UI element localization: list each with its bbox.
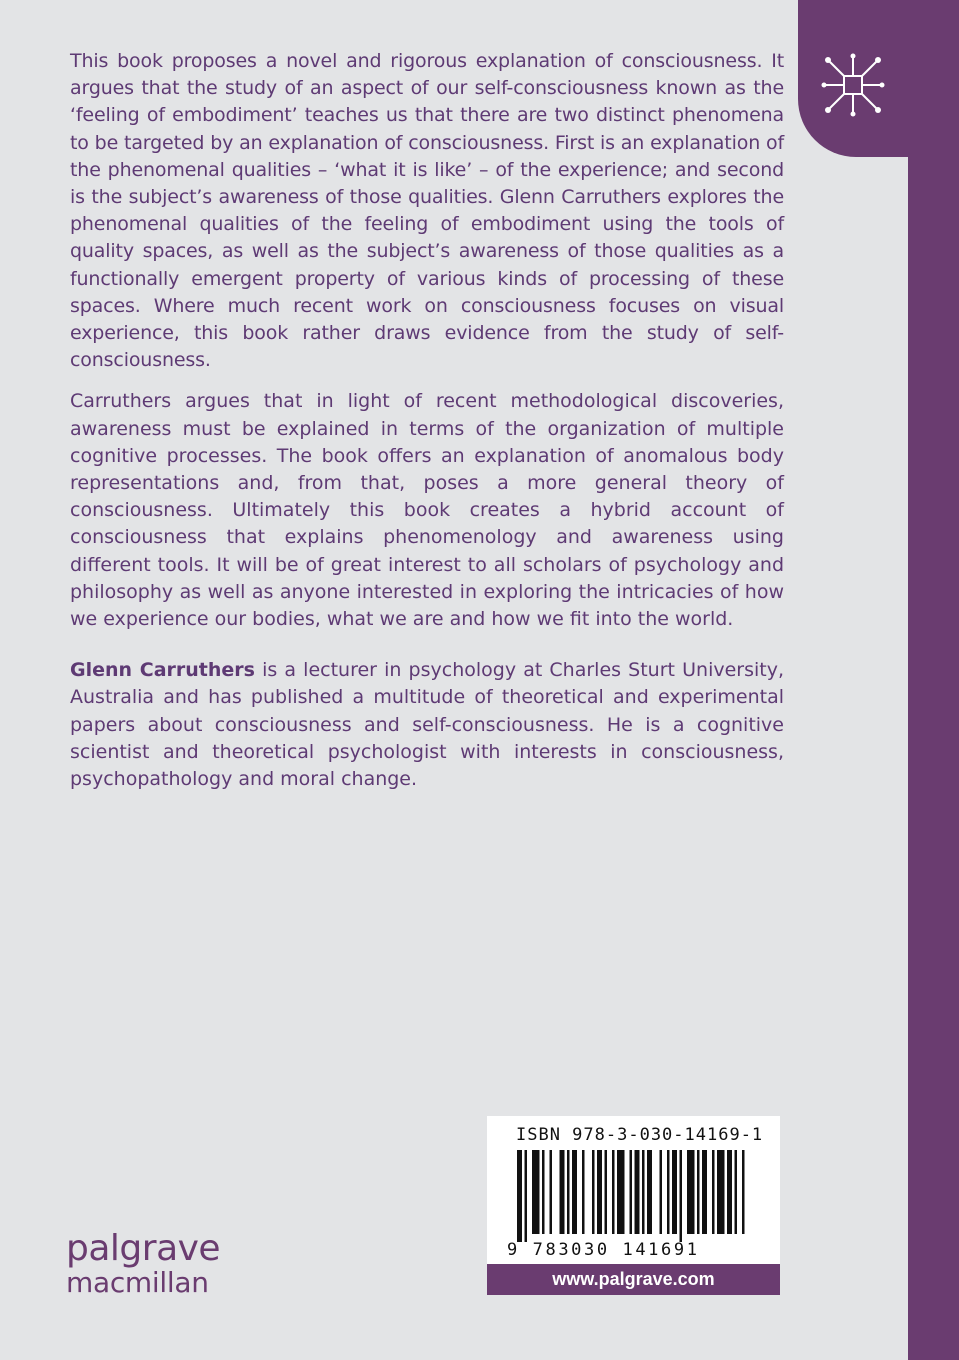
barcode-bar	[532, 1150, 540, 1234]
isbn-barcode	[487, 1116, 780, 1266]
barcode-bar	[697, 1150, 700, 1234]
spine-band	[908, 0, 959, 1360]
barcode-bar	[612, 1150, 615, 1234]
author-name: Glenn Carruthers	[70, 659, 255, 682]
barcode-bar	[717, 1150, 725, 1234]
barcode-bar	[642, 1150, 645, 1234]
publisher-website: www.palgrave.com	[487, 1264, 780, 1295]
blurb-paragraph-2: Carruthers argues that in light of recent methodological discoveries, awareness must be explained in terms of the organization of multiple cognitive processes. The book offers an explanation of anomalous body representations and, from that, poses a more general theory of consciousness. Ultimately this book creates a hybrid account of consciousness that explains phenomenology and awareness using different tools. It will be of great interest to all scholars of psychology and philosophy as well as anyone interested in exploring the intricacies of how we experience our bodies, what we are and how we fit into the world.	[70, 390, 784, 631]
publisher-logo	[66, 1228, 221, 1299]
barcode-bar	[635, 1150, 640, 1234]
barcode-bar	[680, 1150, 683, 1242]
barcode-bar	[672, 1150, 677, 1234]
barcode-bar	[630, 1150, 633, 1234]
barcode-bar	[735, 1150, 738, 1234]
series-badge	[798, 0, 909, 157]
back-cover-text	[70, 48, 784, 807]
barcode-bar	[647, 1150, 652, 1234]
barcode-bar	[582, 1150, 585, 1234]
barcode-bar	[592, 1150, 595, 1234]
logo-line-macmillan: macmillan	[66, 1266, 209, 1299]
barcode-bar	[727, 1150, 732, 1234]
barcode-bar	[560, 1150, 565, 1234]
barcode-bar	[687, 1150, 695, 1234]
barcode-bar	[572, 1150, 577, 1234]
barcode-bar	[550, 1150, 553, 1234]
barcode-bar	[702, 1150, 707, 1234]
barcode-bar	[597, 1150, 602, 1234]
barcode-bar	[605, 1150, 608, 1234]
barcode-bar	[525, 1150, 528, 1242]
barcode-bar	[742, 1150, 745, 1234]
barcode-bar	[667, 1150, 670, 1234]
barcode-bars	[517, 1150, 751, 1242]
palgrave-network-icon	[820, 52, 886, 118]
logo-line-palgrave: palgrave	[66, 1228, 221, 1269]
barcode-bar	[567, 1150, 570, 1234]
author-bio	[70, 657, 784, 793]
barcode-bar	[517, 1150, 522, 1242]
barcode-bar	[617, 1150, 625, 1234]
blurb-paragraph-1: This book proposes a novel and rigorous explanation of consciousness. It argues that the study of an aspect of our self-consciousness known as the ‘feeling of embodiment’ teaches us that there are two distinct phenomena to be targeted by an explanation of consciousness. First is an explanation of the phenomenal qualities – ‘what it is like’ – of the experience; and second is the subject’s awareness of those qualities. Glenn Carruthers explores the phenomenal qualities of the feeling of embodiment using the tools of quality spaces, as well as the subject’s awareness of those qualities as a functionally emergent property of various kinds of processing of these spaces. Where much recent work on consciousness focuses on visual experience, this book rather draws evidence from the study of self-consciousness.	[70, 50, 784, 372]
barcode-bar	[542, 1150, 545, 1234]
barcode-digits: 9 783030 141691	[507, 1240, 700, 1260]
author-bio-text: is a lecturer in psychology at Charles Sturt University, Australia and has published a multitude of theoretical and experimental papers about consciousness and self-consciousness. He is a cognitive scientist and theoretical psychologist with interests in consciousness, psychopathology and moral change.	[70, 659, 784, 791]
isbn-label: ISBN 978-3-030-14169-1	[516, 1125, 764, 1145]
barcode-bar	[660, 1150, 663, 1234]
barcode-bar	[712, 1150, 715, 1234]
